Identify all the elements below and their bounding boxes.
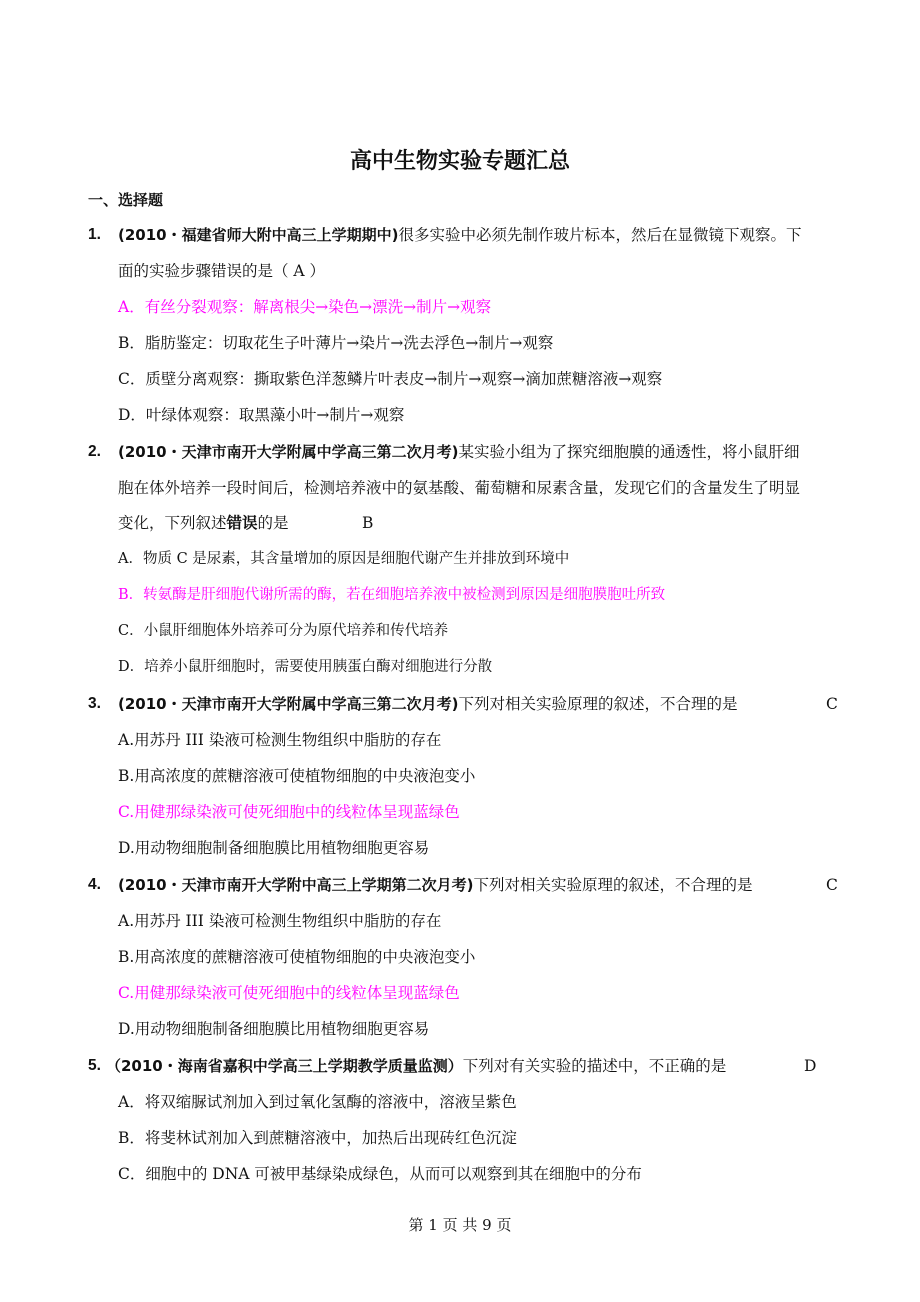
stem-text: 下列对相关实验原理的叙述，不合理的是: [458, 695, 738, 713]
question-source: (2010・天津市南开大学附属中学高三第二次月考): [118, 443, 459, 461]
section-heading: 一、选择题: [88, 191, 164, 209]
option-a: A.用苏丹 III 染液可检测生物组织中脂肪的存在: [118, 731, 442, 749]
stem-text: 下列对相关实验原理的叙述，不合理的是: [473, 876, 753, 894]
question-stem: [106, 1056, 726, 1076]
answer: C: [826, 695, 838, 713]
answer: C: [826, 876, 838, 894]
option-a: A.用苏丹 III 染液可检测生物组织中脂肪的存在: [118, 912, 442, 930]
option-c: C．细胞中的 DNA 可被甲基绿染成绿色，从而可以观察到其在细胞中的分布: [118, 1165, 642, 1183]
stem-text: 下列对有关实验的描述中，不正确的是: [462, 1057, 727, 1075]
question-number: 4.: [88, 876, 101, 893]
question-source: (2010・天津市南开大学附属中学高三第二次月考): [118, 695, 459, 713]
stem-text: 变化，下列叙述: [118, 514, 227, 532]
option-c: C．小鼠肝细胞体外培养可分为原代培养和传代培养: [118, 623, 449, 639]
option-c: C．质壁分离观察：撕取紫色洋葱鳞片叶表皮→制片→观察→滴加蔗糖溶液→观察: [118, 370, 663, 388]
question-stem: [118, 875, 752, 895]
option-b: B．转氨酶是肝细胞代谢所需的酶，若在细胞培养液中被检测到原因是细胞膜胞吐所致: [118, 587, 666, 603]
option-a: A．有丝分裂观察：解离根尖→染色→漂洗→制片→观察: [118, 298, 492, 316]
page-title: 高中生物实验专题汇总: [349, 149, 570, 174]
option-c: C.用健那绿染液可使死细胞中的线粒体呈现蓝绿色: [118, 803, 460, 821]
option-d: D．叶绿体观察：取黑藻小叶→制片→观察: [118, 406, 405, 424]
option-d: D.用动物细胞制备细胞膜比用植物细胞更容易: [118, 1020, 430, 1038]
question-number: 1.: [88, 226, 101, 243]
stem-line: 胞在体外培养一段时间后，检测培养液中的氨基酸、葡萄糖和尿素含量，发现它们的含量发生了明显: [118, 479, 801, 497]
question-source: (2010・天津市南开大学附中高三上学期第二次月考): [118, 876, 474, 894]
question-stem: [118, 694, 737, 714]
option-b: B．将斐林试剂加入到蔗糖溶液中，加热后出现砖红色沉淀: [118, 1129, 517, 1147]
question-number: 5.: [88, 1057, 101, 1074]
stem-emphasis: 错误: [226, 514, 258, 532]
question-number: 3.: [88, 695, 101, 712]
option-b: B.用高浓度的蔗糖溶液可使植物细胞的中央液泡变小: [118, 948, 476, 966]
question-source: （2010・海南省嘉积中学高三上学期教学质量监测）: [106, 1057, 463, 1075]
option-b: B．脂肪鉴定：切取花生子叶薄片→染片→洗去浮色→制片→观察: [118, 334, 554, 352]
option-a: A．将双缩脲试剂加入到过氧化氢酶的溶液中，溶液呈紫色: [118, 1093, 517, 1111]
stem-text: 某实验小组为了探究细胞膜的通透性，将小鼠肝细: [458, 443, 800, 461]
answer: D: [804, 1057, 817, 1075]
option-a: A．物质 C 是尿素，其含量增加的原因是细胞代谢产生并排放到环境中: [118, 551, 570, 567]
question-number: 2.: [88, 443, 101, 460]
page-footer: 第 1 页 共 9 页: [408, 1216, 512, 1234]
answer: B: [362, 514, 374, 532]
option-b: B.用高浓度的蔗糖溶液可使植物细胞的中央液泡变小: [118, 767, 476, 785]
stem-line: 面的实验步骤错误的是（ A ）: [118, 262, 326, 280]
stem-line: [118, 513, 289, 533]
option-c: C.用健那绿染液可使死细胞中的线粒体呈现蓝绿色: [118, 984, 460, 1002]
question-source: (2010・福建省师大附中高三上学期期中): [118, 226, 399, 244]
stem-text: 很多实验中必须先制作玻片标本，然后在显微镜下观察。下: [398, 226, 802, 244]
stem-text: 的是: [257, 514, 289, 532]
question-stem: [118, 225, 801, 245]
option-d: D．培养小鼠肝细胞时，需要使用胰蛋白酶对细胞进行分散: [118, 659, 493, 675]
option-d: D.用动物细胞制备细胞膜比用植物细胞更容易: [118, 839, 430, 857]
question-stem: [118, 442, 799, 462]
